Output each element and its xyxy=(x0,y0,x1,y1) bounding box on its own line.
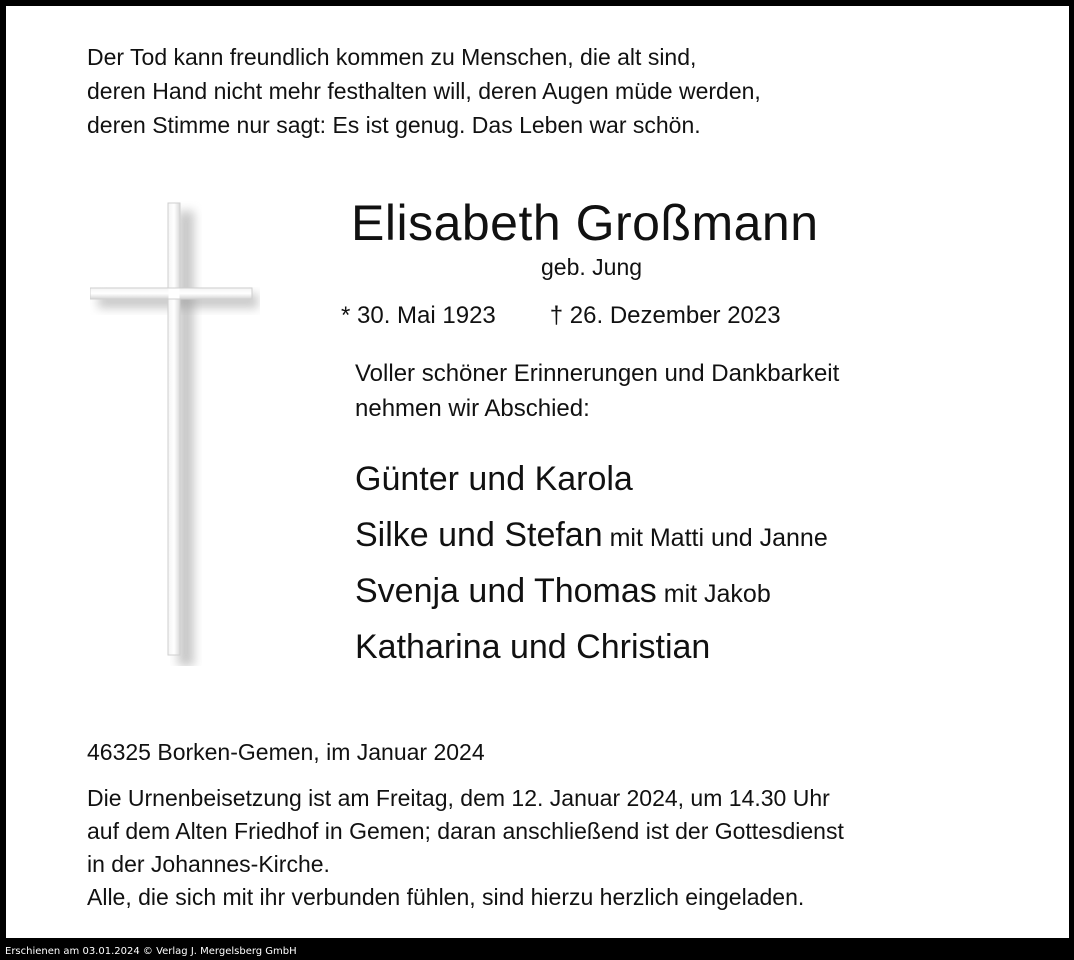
mourner-names: Silke und Stefan xyxy=(355,516,603,554)
mourner-children: mit Matti und Janne xyxy=(602,524,828,552)
mourner-entry xyxy=(355,563,828,619)
mourners-list xyxy=(355,451,828,675)
life-dates xyxy=(341,300,781,332)
publication-credit: Erschienen am 03.01.2024 © Verlag J. Mergelsberg GmbH xyxy=(5,946,297,957)
details-line: Alle, die sich mit ihr verbunden fühlen, sind hierzu herzlich eingeladen. xyxy=(87,884,805,910)
memorial-poem xyxy=(87,40,761,142)
poem-line: deren Stimme nur sagt: Es ist genug. Das Leben war schön. xyxy=(87,112,701,138)
details-line: Die Urnenbeisetzung ist am Freitag, dem 12. Januar 2024, um 14.30 Uhr xyxy=(87,785,830,811)
place-and-date: 46325 Borken-Gemen, im Januar 2024 xyxy=(87,739,485,765)
details-line: in der Johannes-Kirche. xyxy=(87,851,330,877)
poem-line: Der Tod kann freundlich kommen zu Menschen, die alt sind, xyxy=(87,44,697,70)
mourner-entry xyxy=(355,451,828,507)
mourner-names: Svenja und Thomas xyxy=(355,572,657,610)
funeral-details xyxy=(87,782,844,914)
mourner-entry xyxy=(355,507,828,563)
birth-date: * 30. Mai 1923 xyxy=(341,302,496,329)
death-date: † 26. Dezember 2023 xyxy=(549,302,781,329)
mourner-names: Katharina und Christian xyxy=(355,628,711,666)
maiden-name: geb. Jung xyxy=(541,254,643,280)
mourner-names: Günter und Karola xyxy=(355,460,633,498)
details-line: auf dem Alten Friedhof in Gemen; daran anschließend ist der Gottesdienst xyxy=(87,818,844,844)
poem-line: deren Hand nicht mehr festhalten will, deren Augen müde werden, xyxy=(87,78,761,104)
mourner-children: mit Jakob xyxy=(656,580,771,608)
cross-icon xyxy=(90,201,260,666)
obituary-notice xyxy=(6,6,1069,938)
farewell-intro xyxy=(355,356,839,426)
intro-line: nehmen wir Abschied: xyxy=(355,395,590,422)
intro-line: Voller schöner Erinnerungen und Dankbarkeit xyxy=(355,360,840,387)
mourner-entry xyxy=(355,619,828,675)
deceased-name: Elisabeth Großmann xyxy=(351,195,819,251)
